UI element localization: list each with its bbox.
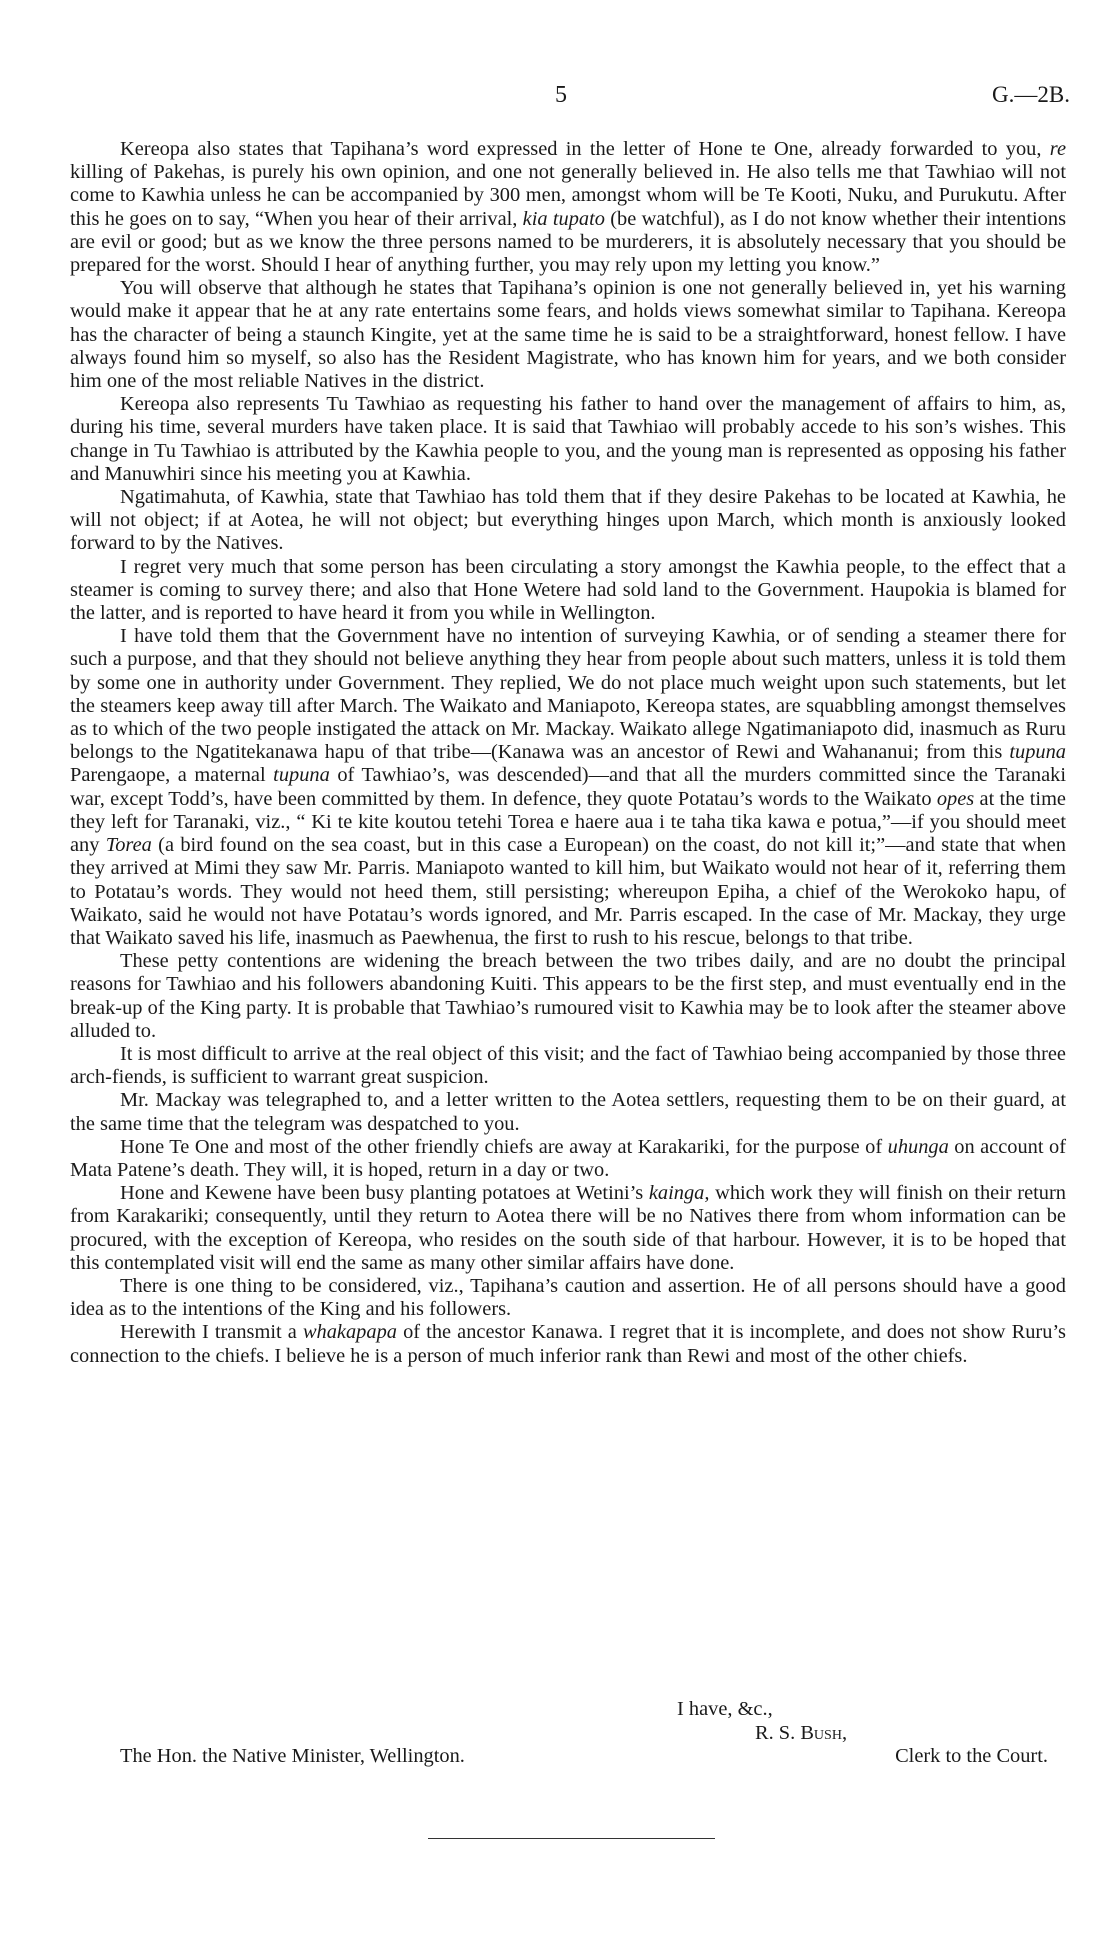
paragraph-text: Hone Te One and most of the other friendly chiefs are away at Karakariki, for the purpose of [120, 1135, 888, 1158]
signature-name: R. S. Bush, [755, 1721, 848, 1744]
paragraph [70, 1089, 1066, 1135]
page-number: 5 [555, 82, 567, 108]
letter-body [70, 138, 1066, 1368]
paragraph [70, 277, 1066, 393]
paragraph-text: of the ancestor Kanawa. I regret that it is incomplete, and does not show Ruru’s connection to the chiefs. I believe he is a person of much inferior rank than Rewi and most of the other chiefs. [70, 1321, 1066, 1367]
italic-term: uhunga [887, 1135, 949, 1158]
italic-term: whakapapa [302, 1321, 397, 1344]
addressee: The Hon. the Native Minister, Wellington. [120, 1745, 465, 1767]
paragraph-text: at the time they left for Taranaki, viz., “ Ki te kite koutou tetehi Torea e haere aua i te taha tika kawa e potua,”—if you should meet any [70, 787, 1066, 857]
paragraph-text: on account of Mata Patene’s death. They will, it is hoped, return in a day or two. [70, 1135, 1066, 1181]
paragraph [70, 625, 1066, 950]
closing-signature [70, 1722, 1066, 1746]
paragraph [70, 486, 1066, 556]
paragraph-text: Mr. Mackay was telegraphed to, and a letter written to the Aotea settlers, requesting them to be on their guard, at the same time that the telegram was despatched to you. [70, 1089, 1066, 1135]
italic-term: opes [936, 787, 975, 810]
closing-footer-line [70, 1745, 1066, 1769]
paragraph-text: I regret very much that some person has been circulating a story amongst the Kawhia people, to the effect that a steamer is coming to survey there; and also that Hone Wetere had sold land to the Government. Haupokia is blamed for the latter, and is reported to have heard it from you while in Wellington. [70, 555, 1066, 625]
paragraph-text: You will observe that although he states that Tapihana’s opinion is one not generally believed in, yet his warning would make it appear that he at any rate entertains some fears, and holds views somewhat similar to Tapihana. Kereopa has the character of being a staunch Kingite, yet at the same time he is said to be a straightforward, honest fellow. I have always found him so myself, so also has the Resident Magistrate, who has known him for years, and we both consider him one of the most reliable Natives in the district. [70, 277, 1066, 393]
paragraph-text: There is one thing to be considered, viz., Tapihana’s caution and assertion. He of all persons should have a good idea as to the intentions of the King and his followers. [70, 1274, 1066, 1321]
paragraph [70, 950, 1066, 1043]
paragraph [70, 1321, 1066, 1367]
paragraph [70, 1043, 1066, 1089]
paragraph [70, 556, 1066, 626]
paragraph-text: which work they will finish on their return from Karakariki; consequently, until they return to Aotea there will be no Natives there from whom information can be procured, with the exception of Kereopa, who resides on the south side of that harbour. However, it is to be hoped that this contemplated visit will end the same as many other similar affairs have done. [70, 1182, 1066, 1274]
closing-salutation: I have, &c., [677, 1698, 773, 1720]
paragraph-text: (a bird found on the sea coast, but in this case a European) on the coast, do not kill it;”—and state that when they arrived at Mimi they saw Mr. Parris. Maniapoto wanted to kill him, but Waikato would not hear of it, referring them to Potatau’s words. They would not heed them, still persisting; whereupon Epiha, a chief of the Werokoko hapu, of Waikato, said he would not have Potatau’s words ignored, and Mr. Parris escaped. In the case of Mr. Mackay, they urge that Waikato saved his life, inasmuch as Paewhenua, the first to rush to his rescue, belongs to that tribe. [70, 834, 1067, 949]
paragraph-text: Kereopa also states that Tapihana’s word expressed in the letter of Hone te One, already forwarded to you, [120, 138, 1050, 160]
italic-term: tupuna [273, 764, 330, 787]
italic-term: kia tupato [522, 207, 605, 230]
paragraph-text: of Tawhiao’s, was descended)—and that all the murders committed since the Taranaki war, except Todd’s, have been committed by them. In defence, they quote Potatau’s words to the Waikato [70, 764, 1066, 810]
paragraph-text: These petty contentions are widening the breach between the two tribes daily, and are no doubt the principal reasons for Tawhiao and his followers abandoning Kuiti. This appears to be the first step, and must eventually end in the break-up of the King party. It is probable that Tawhiao’s rumoured visit to Kawhia may be to look after the steamer above alluded to. [70, 950, 1066, 1042]
paragraph-text: (be watchful), as I do not know whether their intentions are evil or good; but as we know the three persons named to be murderers, it is absolutely necessary that you should be prepared for the worst. Should I hear of anything further, you may rely upon my letting you know.” [70, 207, 1067, 277]
italic-term: kainga, [648, 1182, 710, 1205]
paragraph-text: I have told them that the Government have no intention of surveying Kawhia, or of sending a steamer there for such a purpose, and that they should not believe anything they hear from people about such matters, unless it is told them by some one in authority under Government. They replied, We do not place much weight upon such statements, but let the steamers keep away till after March. The Waikato and Maniapoto, Kereopa states, are squabbling amongst themselves as to which of the two people instigated the attack on Mr. Mackay. Waikato allege Ngatimaniapoto did, inasmuch as Ruru belongs to the Ngatitekanawa hapu of that tribe—(Kanawa was an ancestor of Rewi and Wahananui; from this [70, 625, 1066, 764]
end-rule [428, 1838, 715, 1839]
paragraph-text: Kereopa also represents Tu Tawhiao as requesting his father to hand over the management of affairs to him, as, during his time, several murders have taken place. It is said that Tawhiao will probably accede to his son’s wishes. This change in Tu Tawhiao is attributed by the Kawhia people to you, and the young man is represented as opposing his father and Manuwhiri since his meeting you at Kawhia. [70, 393, 1066, 485]
paragraph-text: Herewith I transmit a [120, 1321, 303, 1344]
paragraph [70, 1182, 1066, 1275]
paragraph [70, 1275, 1066, 1321]
italic-term: re [1049, 138, 1066, 160]
paragraph-text: Ngatimahuta, of Kawhia, state that Tawhiao has told them that if they desire Pakehas to be located at Kawhia, he will not object; if at Aotea, he will not object; but everything hinges upon March, which month is anxiously looked forward to by the Natives. [70, 486, 1066, 555]
letter-closing [70, 1698, 1066, 1769]
italic-term: Torea [105, 834, 152, 857]
paragraph [70, 138, 1066, 277]
signer-title: Clerk to the Court. [895, 1745, 1048, 1767]
document-code: G.—2B. [992, 82, 1070, 107]
paragraph-text: Hone and Kewene have been busy planting potatoes at Wetini’s [120, 1182, 649, 1205]
italic-term: tupuna [1009, 741, 1066, 764]
paragraph-text: Parengaope, a maternal [70, 764, 274, 787]
paragraph-text: killing of Pakehas, is purely his own opinion, and one not generally believed in. He also tells me that Tawhiao will not come to Kawhia unless he can be accompanied by 300 men, amongst whom will be Te Kooti, Nuku, and Purukutu. After this he goes on to say, “When you hear of their arrival, [70, 161, 1066, 230]
paragraph [70, 1136, 1066, 1182]
paragraph [70, 393, 1066, 486]
paragraph-text: It is most difficult to arrive at the real object of this visit; and the fact of Tawhiao being accompanied by those three arch-fiends, is sufficient to warrant great suspicion. [70, 1042, 1066, 1089]
